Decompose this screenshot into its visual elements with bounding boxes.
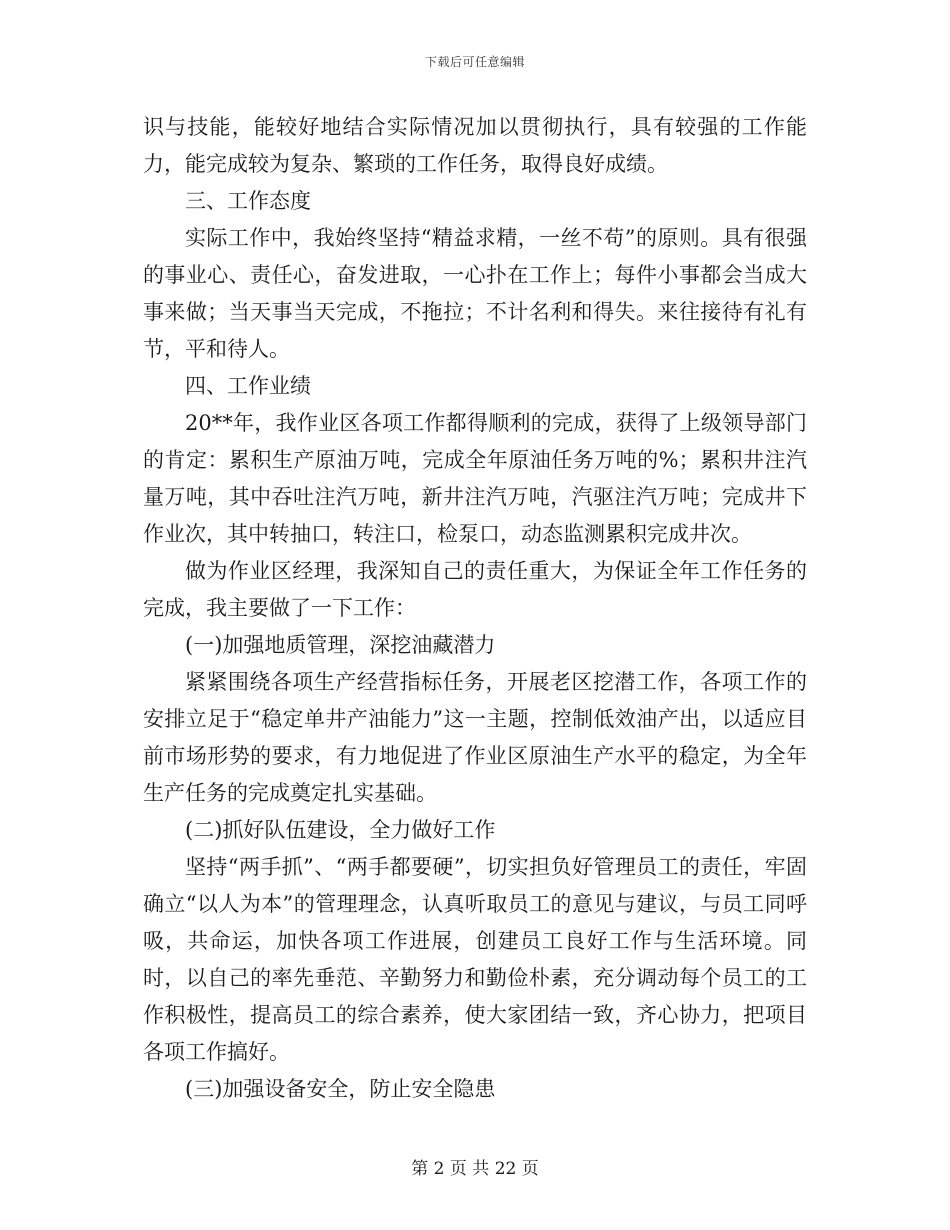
paragraph-skills-continued: 识与技能，能较好地结合实际情况加以贯彻执行，具有较强的工作能力，能完成较为复杂、繁琐的工作任务，取得良好成绩。 xyxy=(143,115,807,176)
section-heading-work-performance: 四、工作业绩 xyxy=(185,374,311,398)
subheading-equipment-safety: (三)加强设备安全，防止安全隐患 xyxy=(185,1077,496,1101)
paragraph-geology-management: 紧紧围绕各项生产经营指标任务，开展老区挖潜工作，各项工作的安排立足于“稳定单井产油能力”这一主题，控制低效油产出，以适应目前市场形势的要求，有力地促进了作业区原油生产水平的稳定，为全年生产任务的完成奠定扎实基础。 xyxy=(143,670,807,805)
page-header-note: 下载后可任意编辑 xyxy=(424,55,525,69)
subheading-team-building: (二)抓好队伍建设，全力做好工作 xyxy=(185,818,496,842)
section-heading-work-attitude: 三、工作态度 xyxy=(185,189,311,213)
page-number-footer: 第 2 页 共 22 页 xyxy=(411,1159,539,1179)
paragraph-work-performance: 20**年，我作业区各项工作都得顺利的完成，获得了上级领导部门的肯定：累积生产原油万吨，完成全年原油任务万吨的%；累积井注汽量万吨，其中吞吐注汽万吨，新井注汽万吨，汽驱注汽万吨；完成井下作业次，其中转抽口，转注口，检泵口，动态监测累积完成井次。 xyxy=(143,411,807,546)
document-body xyxy=(143,109,807,1108)
paragraph-team-building: 坚持“两手抓”、“两手都要硬”，切实担负好管理员工的责任，牢固确立“以人为本”的管理理念，认真听取员工的意见与建议，与员工同呼吸，共命运，加快各项工作进展，创建员工良好工作与生活环境。同时，以自己的率先垂范、辛勤努力和勤俭朴素，充分调动每个员工的工作积极性，提高员工的综合素养，使大家团结一致，齐心协力，把项目各项工作搞好。 xyxy=(143,855,807,1064)
paragraph-work-attitude: 实际工作中，我始终坚持“精益求精，一丝不苟”的原则。具有很强的事业心、责任心，奋发进取，一心扑在工作上；每件小事都会当成大事来做；当天事当天完成，不拖拉；不计名利和得失。来往接待有礼有节，平和待人。 xyxy=(143,226,807,361)
paragraph-manager-duties: 做为作业区经理，我深知自己的责任重大，为保证全年工作任务的完成，我主要做了一下工作： xyxy=(143,559,807,620)
subheading-geology-management: (一)加强地质管理，深挖油藏潜力 xyxy=(185,633,496,657)
